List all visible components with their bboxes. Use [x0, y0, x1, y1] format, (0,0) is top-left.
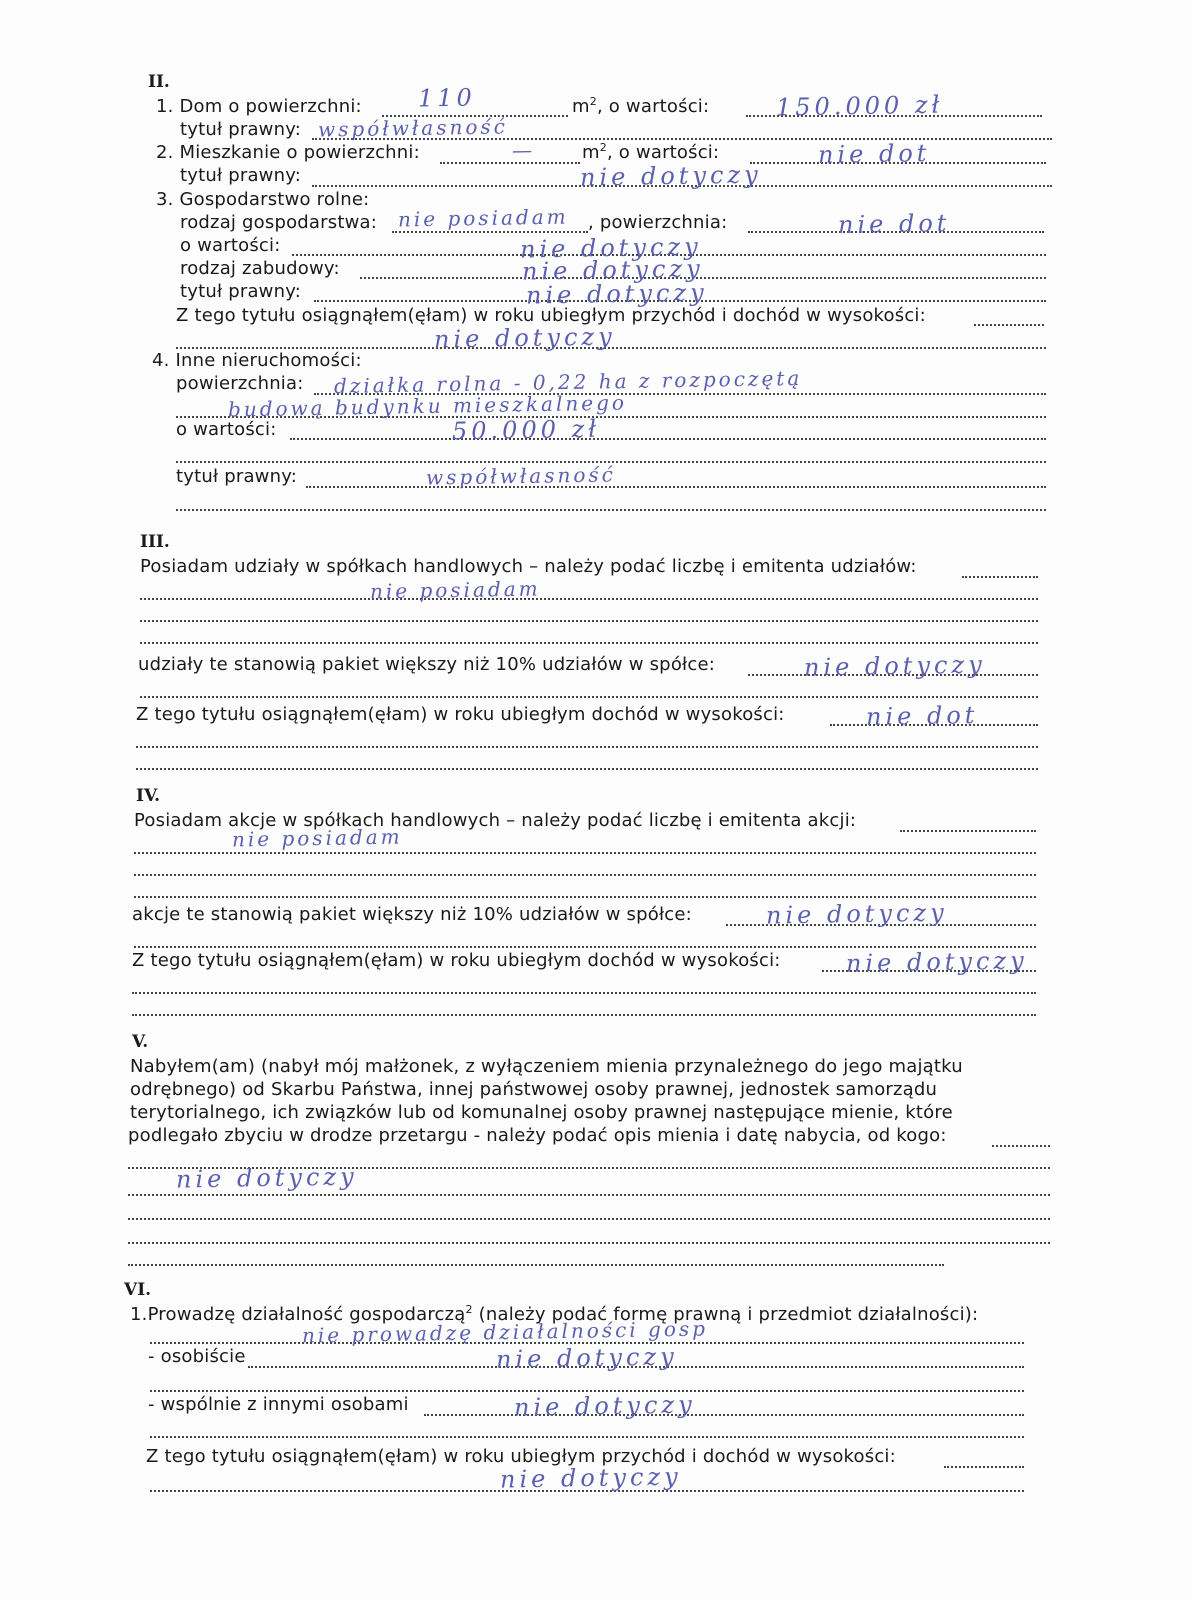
dotted-line — [440, 162, 580, 164]
handwritten-entry: nie dotyczy — [845, 946, 1028, 978]
section-heading: V. — [132, 1032, 149, 1052]
field-label: 4. Inne nieruchomości: — [152, 350, 362, 371]
handwritten-entry: nie dotyczy — [521, 254, 704, 286]
handwritten-entry: nie dot — [865, 701, 979, 731]
dotted-line — [150, 1436, 1024, 1438]
field-label: o wartości: — [176, 419, 277, 440]
field-label: - osobiście — [148, 1346, 246, 1367]
dotted-line — [992, 1145, 1050, 1147]
dotted-line — [134, 852, 1036, 854]
handwritten-entry: nie dot — [817, 139, 931, 169]
dotted-line — [392, 231, 588, 233]
handwritten-entry: nie prowadzę działalności gosp — [301, 1316, 709, 1348]
handwritten-entry: nie dotyczy — [803, 650, 986, 682]
field-label: akcje te stanowią pakiet większy niż 10% udziałów w spółce: — [132, 904, 692, 925]
dotted-line — [140, 642, 1038, 644]
field-label: powierzchnia: — [176, 373, 304, 394]
dotted-line — [128, 1194, 1050, 1196]
field-label: , powierzchnia: — [588, 212, 728, 233]
handwritten-entry: nie dotyczy — [765, 898, 948, 930]
field-label: Z tego tytułu osiągnąłem(ęłam) w roku ubiegłym dochód w wysokości: — [132, 950, 781, 971]
dotted-line — [306, 486, 1046, 488]
field-label: - wspólnie z innymi osobami — [148, 1394, 409, 1415]
handwritten-entry: 110 — [417, 83, 477, 113]
dotted-line — [134, 896, 1036, 898]
handwritten-entry: działka rolna - 0,22 ha z rozpoczętą — [333, 365, 803, 399]
field-label: Posiadam akcje w spółkach handlowych – należy podać liczbę i emitenta akcji: — [134, 810, 857, 831]
field-label: 1. Dom o powierzchni: — [156, 96, 362, 117]
handwritten-entry: nie dotyczy — [525, 278, 708, 310]
dotted-line — [176, 509, 1046, 511]
dotted-line — [900, 830, 1036, 832]
field-label: 3. Gospodarstwo rolne: — [156, 189, 370, 210]
field-label: Z tego tytułu osiągnąłem(ęłam) w roku ubiegłym przychód i dochód w wysokości: — [146, 1446, 896, 1467]
dotted-line — [140, 696, 1038, 698]
dotted-line — [134, 874, 1036, 876]
field-label: tytuł prawny: — [180, 281, 302, 302]
field-label: 2. Mieszkanie o powierzchni: — [156, 142, 420, 163]
dotted-line — [128, 1218, 1050, 1220]
handwritten-entry: nie dotyczy — [499, 1462, 682, 1494]
paragraph-line: odrębnego) od Skarbu Państwa, innej państwowej osoby prawnej, jednostek samorządu — [130, 1079, 938, 1100]
field-label: tytuł prawny: — [180, 165, 302, 186]
handwritten-entry: nie posiadam — [369, 576, 541, 604]
handwritten-entry: nie dotyczy — [433, 322, 616, 354]
handwritten-entry: nie dotyczy — [175, 1162, 358, 1194]
handwritten-entry: nie dotyczy — [519, 232, 702, 264]
field-label: tytuł prawny: — [180, 119, 302, 140]
handwritten-entry: nie posiadam — [397, 204, 569, 232]
handwritten-entry: nie dotyczy — [579, 160, 762, 192]
paragraph-line: podlegało zbyciu w drodze przetargu - należy podać opis mienia i datę nabycia, od kogo: — [128, 1125, 947, 1146]
dotted-line — [132, 992, 1036, 994]
section-heading: III. — [140, 532, 170, 552]
paragraph-line: Nabyłem(am) (nabył mój małżonek, z wyłączeniem mienia przynależnego do jego majątku — [130, 1056, 963, 1077]
field-label: Z tego tytułu osiągnąłem(ęłam) w roku ubiegłym przychód i dochód w wysokości: — [176, 305, 926, 326]
unit-label: $m^2$, o wartości: — [572, 95, 710, 117]
dotted-line — [290, 438, 1046, 440]
handwritten-entry: nie posiadam — [231, 824, 403, 852]
section-heading: VI. — [124, 1280, 152, 1300]
field-label: udziały te stanowią pakiet większy niż 10% udziałów w spółce: — [138, 654, 715, 675]
handwritten-entry: współwłasność — [425, 462, 617, 490]
handwritten-entry: — — [511, 137, 536, 163]
dotted-line — [140, 598, 1038, 600]
section-heading: IV. — [136, 786, 161, 806]
handwritten-entry: nie dotyczy — [495, 1342, 678, 1374]
field-label: Posiadam udziały w spółkach handlowych – należy podać liczbę i emitenta udziałów: — [140, 556, 917, 577]
field-label: tytuł prawny: — [176, 466, 298, 487]
handwritten-entry: współwłasność — [317, 114, 509, 142]
field-label: o wartości: — [180, 235, 281, 256]
dotted-line — [944, 1466, 1024, 1468]
dotted-line — [128, 1264, 944, 1266]
field-label: Z tego tytułu osiągnąłem(ęłam) w roku ubiegłym dochód w wysokości: — [136, 704, 785, 725]
handwritten-entry: budową budynku mieszkalnego — [227, 390, 628, 422]
dotted-line — [132, 1014, 1036, 1016]
dotted-line — [128, 1242, 1050, 1244]
handwritten-entry: 150.000 zł — [775, 90, 944, 122]
paragraph-line: terytorialnego, ich związków lub od komunalnej osoby prawnej następujące mienie, które — [130, 1102, 953, 1123]
handwritten-entry: nie dotyczy — [513, 1390, 696, 1422]
unit-label: $m^2$, o wartości: — [582, 141, 720, 163]
section-heading: II. — [148, 72, 170, 92]
dotted-line — [136, 768, 1038, 770]
dotted-line — [962, 576, 1038, 578]
field-label: rodzaj zabudowy: — [180, 258, 340, 279]
dotted-line — [140, 620, 1038, 622]
field-label: 1.Prowadzę działalność gospodarczą$^2$ (należy podać formę prawną i przedmiot działalności): — [130, 1303, 979, 1325]
handwritten-entry: nie dot — [837, 209, 951, 239]
field-label: rodzaj gospodarstwa: — [180, 212, 378, 233]
dotted-line — [136, 746, 1038, 748]
handwritten-entry: 50.000 zł — [451, 414, 601, 446]
dotted-line — [974, 324, 1044, 326]
